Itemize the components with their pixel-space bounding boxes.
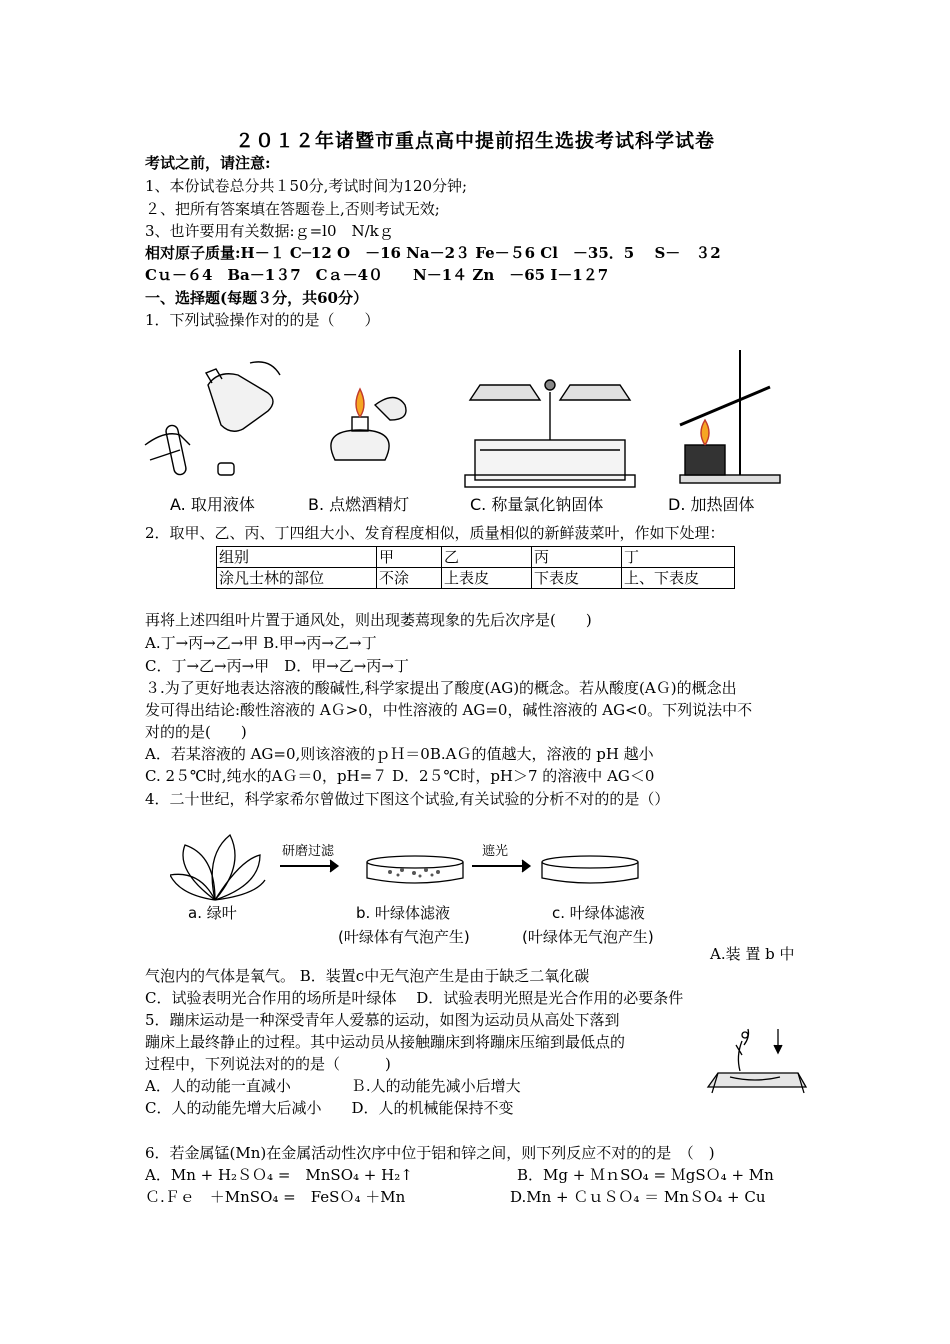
table-cell: 上表皮 — [442, 568, 532, 589]
table-cell: 涂凡士林的部位 — [217, 568, 377, 589]
q1-lab-figures — [140, 345, 800, 495]
q1-caption-d: D. 加热固体 — [668, 495, 755, 514]
section-heading: 一、选择题(每题３分，共60分） — [145, 289, 368, 307]
q5-trampoline-figure — [700, 1025, 810, 1100]
q4-options-cd: C．试验表明光合作用的场所是叶绿体 D．试验表明光照是光合作用的必要条件 — [145, 989, 684, 1007]
q2-question: 再将上述四组叶片置于通风处，则出现萎蔫现象的先后次序是( ) — [145, 611, 592, 629]
table-cell: 丁 — [622, 547, 735, 568]
q4-option-a-start: A.装 置 b 中 — [710, 945, 795, 963]
q4-stem: 4．二十世纪，科学家希尔曾做过下图这个试验,有关试验的分析不对的的是（） — [145, 790, 670, 808]
q4-arrow-1-label: 研磨过滤 — [282, 844, 335, 859]
q5-line-1: 5．蹦床运动是一种深受青年人爱慕的运动，如图为运动员从高处下落到 — [145, 1011, 620, 1029]
q4-caption-c-note: (叶绿体无气泡产生) — [522, 928, 654, 946]
q3-line-1: ３.为了更好地表达溶液的酸碱性,科学家提出了酸度(AG)的概念。若从酸度(AＧ)的概念出 — [145, 679, 737, 697]
notice-item-1: 1、本份试卷总分共１50分,考试时间为120分钟; — [145, 177, 468, 195]
q5-line-2: 蹦床上最终静止的过程。其中运动员从接触蹦床到将蹦床压缩到最低点的 — [145, 1033, 626, 1051]
q6-option-d: D.Mn + ＣｕＳＯ₄ ＝ MnＳO₄ + Cu — [510, 1188, 766, 1206]
q2-options-cd: C．丁→乙→丙→甲 D．甲→乙→丙→丁 — [145, 657, 409, 675]
q5-options-ab: A．人的动能一直减小 Ｂ.人的动能先减小后增大 — [145, 1077, 521, 1095]
table-cell: 不涂 — [377, 568, 442, 589]
table-row — [217, 547, 735, 568]
table-cell: 乙 — [442, 547, 532, 568]
q1-caption-a: A. 取用液体 — [170, 495, 255, 514]
atomic-mass-line-1: 相对原子质量:H－１ C─12 O －16 Na－2３ Fe－５6 Cl －35．5 S－ ３2 — [145, 244, 721, 262]
q4-experiment-figure — [170, 830, 670, 910]
q2-table — [216, 546, 735, 589]
q6-option-b: B．Mg + ＭｎSO₄ = ＭgSＯ₄ + Mn — [517, 1166, 774, 1184]
atomic-mass-line-2: Cｕ－６4 Ba－1３7 Cａ－4０ N－1４ Zn －65 I－1２7 — [145, 266, 609, 284]
q6-option-a: A．Mn + H₂ＳＯ₄ = MnSO₄ + H₂↑ — [145, 1166, 413, 1184]
q1-caption-c: C. 称量氯化钠固体 — [470, 495, 604, 514]
q3-line-3: 对的的是( ) — [145, 723, 247, 741]
q1-caption-b: B. 点燃酒精灯 — [308, 495, 410, 514]
q4-caption-c: c. 叶绿体滤液 — [552, 904, 645, 922]
q6-option-c: Ｃ.Ｆｅ ＋MnSO₄ = FeSＯ₄ ＋Mn — [145, 1188, 406, 1206]
q5-options-cd: C．人的动能先增大后减小 D．人的机械能保持不变 — [145, 1099, 514, 1117]
notice-item-2: ２、把所有答案填在答题卷上,否则考试无效; — [145, 200, 440, 218]
table-cell: 下表皮 — [532, 568, 622, 589]
table-cell: 丙 — [532, 547, 622, 568]
q4-caption-b-note: (叶绿体有气泡产生) — [338, 928, 470, 946]
q5-line-3: 过程中，下列说法对的的是（ ) — [145, 1055, 391, 1073]
q4-option-a-end: 气泡内的气体是氧气。 B．装置c中无气泡产生是由于缺乏二氧化碳 — [145, 967, 590, 985]
table-cell: 上、下表皮 — [622, 568, 735, 589]
q2-options-ab: A.丁→丙→乙→甲 B.甲→丙→乙→丁 — [145, 634, 377, 652]
notice-heading: 考试之前，请注意: — [145, 154, 271, 172]
q4-caption-b: b. 叶绿体滤液 — [356, 904, 451, 922]
q2-stem: 2．取甲、乙、丙、丁四组大小、发育程度相似，质量相似的新鲜菠菜叶，作如下处理： — [145, 524, 725, 542]
q4-caption-a: a. 绿叶 — [188, 904, 237, 922]
q6-stem: 6．若金属锰(Mn)在金属活动性次序中位于铝和锌之间，则下列反应不对的的是 （ ) — [145, 1144, 715, 1162]
q3-options-cd: C. 2５℃时,纯水的AＧ＝0，pH=７ D．2５℃时，pH＞7 的溶液中 AG＜0 — [145, 767, 655, 785]
notice-item-3: 3、也许要用有关数据:ｇ=l0 N/kｇ — [145, 222, 394, 240]
q1-stem: 1．下列试验操作对的的是（ ） — [145, 311, 380, 329]
table-cell: 甲 — [377, 547, 442, 568]
q4-arrow-2-label: 遮光 — [482, 844, 509, 859]
page-title: ２０１２年诸暨市重点高中提前招生选拔考试科学试卷 — [234, 130, 715, 152]
q3-line-2: 发可得出结论:酸性溶液的 AＧ>0，中性溶液的 AG=0，碱性溶液的 AG<0。下列说法中不 — [145, 701, 753, 719]
table-cell: 组别 — [217, 547, 377, 568]
table-row — [217, 568, 735, 589]
q3-options-ab: A．若某溶液的 AG=0,则该溶液的ｐＨ＝0B.AＧ的值越大，溶液的 pH 越小 — [145, 745, 654, 763]
